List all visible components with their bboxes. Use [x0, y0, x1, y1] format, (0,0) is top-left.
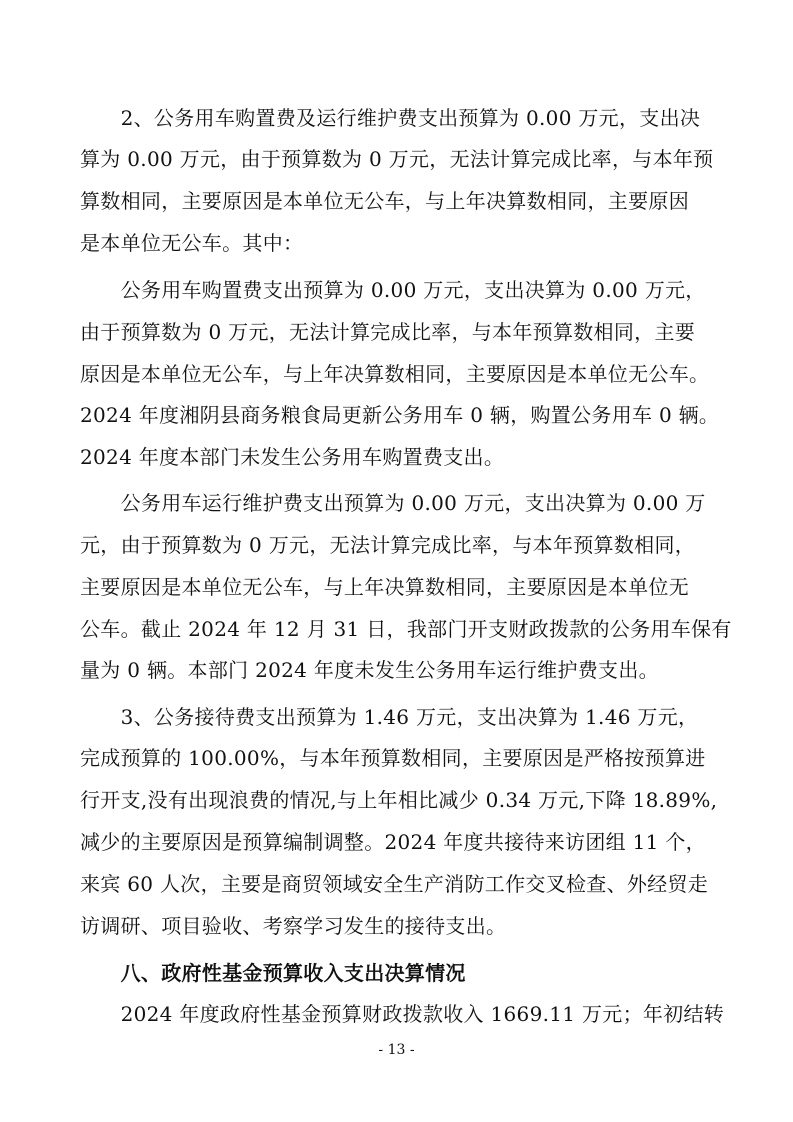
paragraph-line: 主要原因是本单位无公车，与上年决算数相同，主要原因是本单位无: [80, 575, 689, 599]
paragraph-line: 减少的主要原因是预算编制调整。2024 年度共接待来访团组 11 个，: [80, 830, 706, 854]
paragraph-line: 由于预算数为 0 万元，无法计算完成比率，与本年预算数相同，主要: [80, 320, 696, 344]
paragraph-line: 2024 年度本部门未发生公务用车购置费支出。: [80, 445, 505, 469]
paragraph-line: 算为 0.00 万元，由于预算数为 0 万元，无法计算完成比率，与本年预: [80, 147, 714, 171]
paragraph-line: 公车。截止 2024 年 12 月 31 日，我部门开支财政拨款的公务用车保有: [80, 617, 732, 641]
section-heading: 八、政府性基金预算收入支出决算情况: [80, 961, 466, 985]
paragraph-line: 完成预算的 100.00%，与本年预算数相同，主要原因是严格按预算进: [80, 746, 706, 770]
paragraph-line: 2024 年度政府性基金预算财政拨款收入 1669.11 万元；年初结转: [80, 1002, 725, 1026]
paragraph-line: 公务用车运行维护费支出预算为 0.00 万元，支出决算为 0.00 万: [80, 491, 706, 515]
paragraph-line: 来宾 60 人次，主要是商贸领域安全生产消防工作交叉检查、外经贸走: [80, 872, 709, 896]
page-number: - 13 -: [378, 1042, 415, 1058]
paragraph-line: 量为 0 辆。本部门 2024 年度未发生公务用车运行维护费支出。: [80, 658, 659, 682]
paragraph-line: 原因是本单位无公车，与上年决算数相同，主要原因是本单位无公车。: [80, 362, 710, 386]
paragraph-line: 是本单位无公车。其中：: [80, 231, 304, 255]
paragraph-line: 2024 年度湘阴县商务粮食局更新公务用车 0 辆，购置公务用车 0 辆。: [80, 403, 720, 427]
paragraph-line: 算数相同，主要原因是本单位无公车，与上年决算数相同，主要原因: [80, 189, 689, 213]
paragraph-line: 3、公务接待费支出预算为 1.46 万元，支出决算为 1.46 万元，: [80, 705, 699, 729]
paragraph-line: 公务用车购置费支出预算为 0.00 万元，支出决算为 0.00 万元，: [80, 278, 706, 302]
paragraph-line: 元，由于预算数为 0 万元，无法计算完成比率，与本年预算数相同，: [80, 533, 696, 557]
paragraph-line: 2、公务用车购置费及运行维护费支出预算为 0.00 万元，支出决: [80, 106, 701, 130]
paragraph-line: 行开支,没有出现浪费的情况,与上年相比减少 0.34 万元,下降 18.89%,: [80, 788, 718, 812]
paragraph-line: 访调研、项目验收、考察学习发生的接待支出。: [80, 914, 507, 938]
